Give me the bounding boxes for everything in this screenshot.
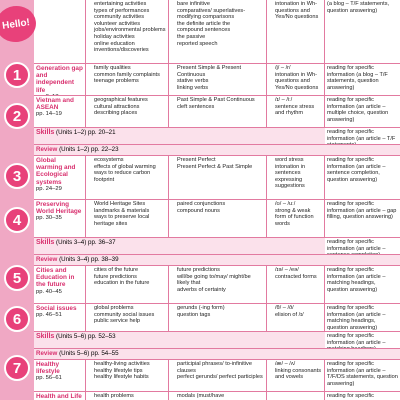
list-item: • adverbs of certainty: [177, 287, 264, 294]
grammar-cell: [169, 360, 267, 391]
review-label[interactable]: Review (Units 1–2) pp. 22–23: [36, 146, 119, 153]
unit-number-4: 4: [4, 207, 30, 233]
table-row-partial: [34, 392, 400, 400]
list-item: • bare infinitive: [177, 1, 264, 8]
vocabulary-cell: [86, 304, 169, 331]
skills-row-3: [34, 332, 400, 349]
list-item: • intonation in Wh-questions and Yes/No questions: [275, 72, 322, 92]
reading-text: reading for specific information (an article – matching headings, question answering): [327, 267, 386, 293]
list-item: • sentence stress and rhythm: [275, 104, 322, 117]
list-item: • intonation in sentences expressing suggestions: [275, 164, 322, 190]
unit-title[interactable]: Generation gap and independent life: [36, 65, 83, 94]
list-item: • education in the future: [94, 280, 166, 287]
unit-title[interactable]: Healthy lifestyle: [36, 361, 60, 376]
unit-number-1: 1: [4, 62, 30, 88]
vocabulary-cell: [86, 0, 169, 63]
list-item: • word stress: [275, 157, 322, 164]
list-item: • cultural attractions: [94, 104, 166, 111]
list-item: • elision of /ɪ/: [275, 312, 322, 319]
vocabulary-cell: [86, 156, 169, 199]
review-row-3: [34, 349, 400, 360]
unit-title[interactable]: Preserving World Heritage: [36, 201, 82, 216]
reading-cell: [325, 0, 400, 63]
unit-title[interactable]: Social issues: [36, 305, 77, 312]
grammar-cell: [169, 392, 267, 400]
skills-label[interactable]: Skills (Units 5–6) pp. 52–53: [36, 333, 116, 340]
reading-cell: [325, 128, 400, 144]
grammar-cell: [169, 266, 267, 303]
list-item: • gerunds (-ing form): [177, 305, 264, 312]
list-item: • community activities: [94, 14, 166, 21]
list-item: • World Heritage Sites: [94, 201, 166, 208]
vocabulary-cell: [86, 200, 169, 237]
list-item: • Present Perfect & Past Simple: [177, 164, 264, 171]
list-item: • reported speech: [177, 41, 264, 48]
list-item: • community social issues: [94, 312, 166, 319]
reading-text: reading for specific information (an article – matching headings, question answering): [327, 305, 386, 331]
reading-cell: [325, 392, 400, 400]
list-item: • types of performances: [94, 8, 166, 15]
list-item: • /ʊ/ – /uː/: [275, 201, 322, 208]
table-row-unit-3: [34, 156, 400, 200]
vocabulary-cell: [86, 360, 169, 391]
list-item: • modals (must/have: [177, 393, 264, 400]
unit-title[interactable]: Global warming and Ecological systems: [36, 157, 76, 186]
list-item: • healthy lifestyle habits: [94, 374, 166, 381]
unit-pages: pp. 24–29: [36, 185, 62, 192]
reading-cell: [325, 200, 400, 237]
skills-label[interactable]: Skills (Units 3–4) pp. 36–37: [36, 239, 116, 246]
list-item: • public service help: [94, 318, 166, 325]
list-item: • healthy-living activities: [94, 361, 166, 368]
table-row-unit-4: [34, 200, 400, 238]
grammar-cell: [169, 156, 267, 199]
review-row-1: [34, 145, 400, 156]
table-row-unit-7: [34, 360, 400, 392]
list-item: • holiday activities: [94, 34, 166, 41]
reading-text: reading for specific information (an article – sentence completion, question answering): [327, 157, 386, 183]
unit-title-cell: [34, 392, 86, 400]
reading-text: reading for specific information (an article – T/F: [327, 129, 396, 142]
pronunciation-cell: [267, 0, 325, 63]
table-row-unit-2: [34, 96, 400, 128]
list-item: • /θ/ – /ð/: [275, 305, 322, 312]
list-item: • ecosystems: [94, 157, 166, 164]
unit-title-cell: [34, 96, 86, 127]
unit-number-6: 6: [4, 306, 30, 332]
list-item: • Present Perfect: [177, 157, 264, 164]
vocabulary-cell: [86, 96, 169, 127]
list-item: • cities of the future: [94, 267, 166, 274]
list-item: • contracted forms: [275, 274, 322, 281]
unit-title-cell: [34, 304, 86, 331]
list-item: • landmarks & materials: [94, 208, 166, 215]
list-item: • Past Simple & Past Continuous: [177, 97, 264, 104]
list-item: • geographical features: [94, 97, 166, 104]
review-row-2: [34, 255, 400, 266]
list-item: • /æ/ – /ʌ/: [275, 361, 322, 368]
list-item: • inventions/discoveries: [94, 47, 166, 54]
unit-pages: pp. 46–51: [36, 312, 62, 319]
list-item: • future predictions: [177, 267, 264, 274]
reading-text: reading for specific information (a blog – T/F statements, question answering): [327, 65, 388, 91]
unit-number-5: 5: [4, 265, 30, 291]
reading-cell: [325, 238, 400, 254]
skills-label[interactable]: Skills (Units 1–2) pp. 20–21: [36, 129, 116, 136]
list-item: • perfect gerunds/ perfect participles: [177, 374, 264, 381]
unit-title-cell: [34, 360, 86, 391]
pronunciation-cell: [267, 64, 325, 95]
hello-badge: Hello!: [0, 3, 38, 44]
list-item: • global problems: [94, 305, 166, 312]
list-item: • comparatives/ superlatives-modifying comparisons: [177, 8, 264, 21]
list-item: • ways to preserve local heritage sites: [94, 214, 166, 227]
list-item: • the definite article the: [177, 21, 264, 28]
list-item: • participial phrases/ to-infinitive clauses: [177, 361, 264, 374]
reading-text: reading for specific information (an article –: [327, 333, 386, 346]
list-item: • stative verbs: [177, 78, 264, 85]
pronunciation-cell: [267, 156, 325, 199]
list-item: • volunteer activities: [94, 21, 166, 28]
table-row-unit-5: [34, 266, 400, 304]
list-item: • entertaining activities: [94, 1, 166, 8]
unit-pages: [36, 94, 83, 95]
unit-title-cell: [34, 156, 86, 199]
list-item: • compound nouns: [177, 208, 264, 215]
list-item: • linking verbs: [177, 85, 264, 92]
reading-text: reading for specific: [327, 393, 374, 399]
list-item: • Present Simple & Present Continuous: [177, 65, 264, 78]
table-row-unit-6: [34, 304, 400, 332]
list-item: • online education: [94, 41, 166, 48]
unit-title-cell: [34, 266, 86, 303]
unit-pages: pp. 56–61: [36, 375, 62, 382]
list-item: • intonation in Wh-questions and Yes/No questions: [275, 1, 322, 21]
pronunciation-cell: [267, 96, 325, 127]
pronunciation-cell: [267, 304, 325, 331]
reading-cell: [325, 266, 400, 303]
review-label[interactable]: Review (Units 5–6) pp. 54–55: [36, 350, 119, 357]
hello-title-cell: [34, 0, 86, 63]
unit-title[interactable]: Cities and Education in the future: [36, 267, 75, 289]
list-item: • the passive: [177, 34, 264, 41]
reading-cell: [325, 304, 400, 331]
contents-table: [34, 0, 400, 400]
list-item: • will/be going to/may/ might/be likely that: [177, 274, 264, 287]
list-item: • family qualities: [94, 65, 166, 72]
list-item: • future predictions: [94, 274, 166, 281]
list-item: • healthy lifestyle tips: [94, 368, 166, 375]
pronunciation-cell: [267, 360, 325, 391]
list-item: • paired conjunctions: [177, 201, 264, 208]
table-row-hello: [34, 0, 400, 64]
unit-title[interactable]: Health and Life: [36, 393, 82, 400]
skills-row-1: [34, 128, 400, 145]
list-item: • question tags: [177, 312, 264, 319]
list-item: • ways to reduce carbon footprint: [94, 170, 166, 183]
list-item: • common family complaints: [94, 72, 166, 79]
vocabulary-cell: [86, 64, 169, 95]
list-item: • /ɪ/ – /iː/: [275, 97, 322, 104]
list-item: • health problems: [94, 393, 166, 400]
list-item: • compound sentences: [177, 27, 264, 34]
reading-text: reading for specific information (an article – gap filling, question answering): [327, 201, 397, 221]
reading-cell: [325, 360, 400, 391]
pronunciation-cell: [267, 266, 325, 303]
unit-number-2: 2: [4, 103, 30, 129]
list-item: • /ɪə/ – /eə/: [275, 267, 322, 274]
reading-cell: [325, 96, 400, 127]
grammar-cell: [169, 304, 267, 331]
reading-cell: [325, 156, 400, 199]
grammar-cell: [169, 96, 267, 127]
grammar-cell: [169, 64, 267, 95]
grammar-cell: [169, 0, 267, 63]
list-item: • linking consonants and vowels: [275, 368, 322, 381]
reading-text: reading for specific information (an article – T/F/DS statements, question answering): [327, 361, 398, 387]
reading-cell: [325, 332, 400, 348]
grammar-cell: [169, 200, 267, 237]
unit-pages: pp. 40–45: [36, 288, 62, 295]
list-item: • jobs/environmental problems: [94, 27, 166, 34]
reading-text: reading for specific information (an article –: [327, 239, 386, 252]
pronunciation-cell: [267, 392, 325, 400]
table-row-unit-1: [34, 64, 400, 96]
list-item: • describing places: [94, 110, 166, 117]
unit-number-7: 7: [4, 355, 30, 381]
unit-pages: pp. 14–19: [36, 111, 62, 118]
vocabulary-cell: [86, 392, 169, 400]
unit-pages: pp. 30–35: [36, 215, 62, 222]
list-item: • cleft sentences: [177, 104, 264, 111]
reading-text: (a blog – T/F statements, question answering): [327, 1, 390, 14]
reading-cell: [325, 64, 400, 95]
list-item: • strong & weak form of function words: [275, 208, 322, 228]
list-item: • effects of global warming: [94, 164, 166, 171]
list-item: • teenage problems: [94, 78, 166, 85]
unit-sidebar: [0, 0, 34, 400]
unit-title-cell: [34, 64, 86, 95]
list-item: • /j/ – /r/: [275, 65, 322, 72]
skills-row-2: [34, 238, 400, 255]
pronunciation-cell: [267, 200, 325, 237]
unit-title-cell: [34, 200, 86, 237]
review-label[interactable]: Review (Units 3–4) pp. 38–39: [36, 256, 119, 263]
reading-text: reading for specific information (an article – multiple choice, question answering): [327, 97, 389, 123]
unit-title[interactable]: Vietnam and ASEAN: [36, 97, 74, 112]
vocabulary-cell: [86, 266, 169, 303]
unit-number-3: 3: [4, 163, 30, 189]
